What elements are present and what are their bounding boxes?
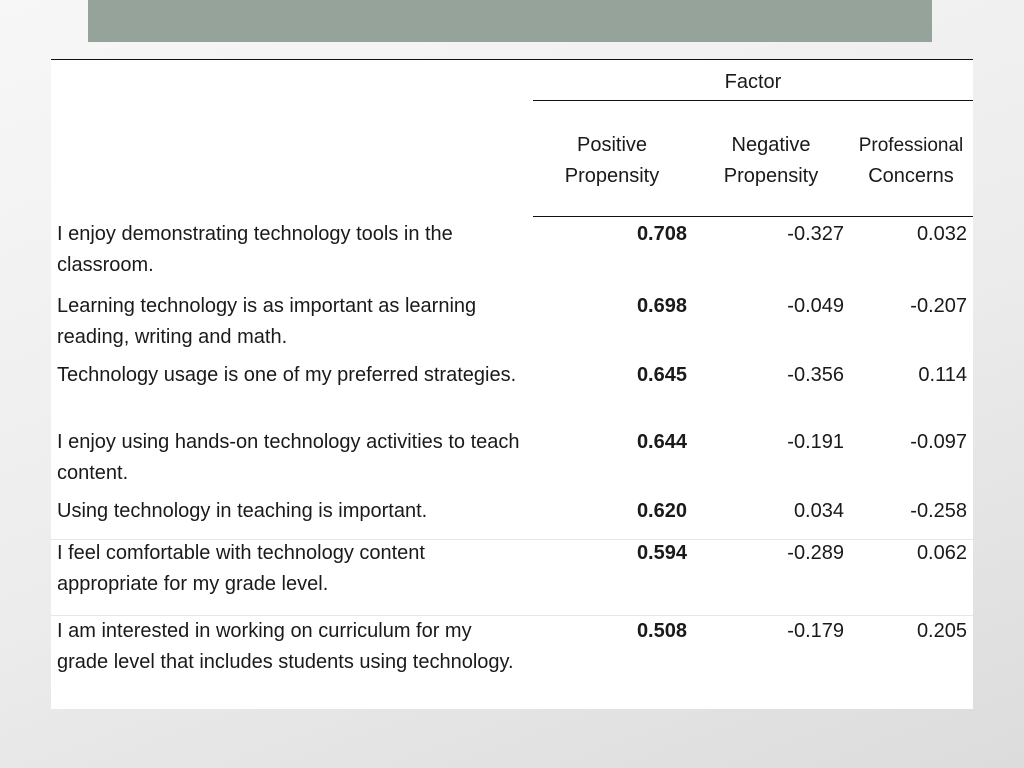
column-header-line: Positive: [576, 134, 648, 156]
factor-header-rule: [533, 100, 973, 101]
row-statement: I enjoy using hands-on technology activities to teach content.: [57, 431, 520, 484]
positive-propensity-value: 0.508: [636, 620, 687, 642]
positive-propensity-value: 0.594: [636, 542, 687, 564]
positive-propensity-value: 0.644: [636, 431, 687, 453]
professional-concerns-value: 0.205: [916, 620, 967, 642]
negative-propensity-value: -0.289: [787, 542, 844, 564]
negative-propensity-value: -0.356: [787, 364, 844, 386]
negative-propensity-value: 0.034: [793, 500, 844, 522]
column-header-line: Concerns: [868, 165, 954, 187]
title-bar: [88, 0, 932, 42]
column-header-line: Professional: [858, 135, 964, 156]
column-header-professional-concerns: [851, 130, 971, 192]
professional-concerns-value: -0.207: [910, 295, 967, 317]
negative-propensity-value: -0.179: [787, 620, 844, 642]
professional-concerns-value: 0.114: [918, 364, 967, 386]
factor-loadings-table: [51, 59, 973, 709]
row-statement: I enjoy demonstrating technology tools in the classroom.: [57, 223, 453, 276]
positive-propensity-value: 0.620: [636, 500, 687, 522]
column-header-line: Propensity: [723, 165, 819, 187]
row-statement: I am interested in working on curriculum for my grade level that includes students using technology.: [57, 620, 514, 673]
column-header-positive-propensity: [533, 130, 691, 192]
row-statement: Using technology in teaching is important.: [57, 500, 428, 522]
professional-concerns-value: -0.258: [910, 500, 967, 522]
positive-propensity-value: 0.645: [636, 364, 687, 386]
professional-concerns-value: 0.062: [916, 542, 967, 564]
factor-group-header: Factor: [724, 71, 782, 93]
row-statement: Learning technology is as important as learning reading, writing and math.: [57, 295, 477, 348]
column-header-negative-propensity: [693, 130, 849, 192]
negative-propensity-value: -0.191: [787, 431, 844, 453]
column-header-rule: [533, 216, 973, 217]
professional-concerns-value: 0.032: [916, 223, 967, 245]
negative-propensity-value: -0.049: [787, 295, 844, 317]
positive-propensity-value: 0.708: [636, 223, 687, 245]
table-top-rule: [51, 59, 973, 60]
professional-concerns-value: -0.097: [910, 431, 967, 453]
column-header-line: Propensity: [564, 165, 660, 187]
row-statement: I feel comfortable with technology content appropriate for my grade level.: [57, 542, 425, 595]
column-header-line: Negative: [731, 134, 811, 156]
row-statement: Technology usage is one of my preferred strategies.: [57, 364, 517, 386]
negative-propensity-value: -0.327: [787, 223, 844, 245]
positive-propensity-value: 0.698: [636, 295, 687, 317]
